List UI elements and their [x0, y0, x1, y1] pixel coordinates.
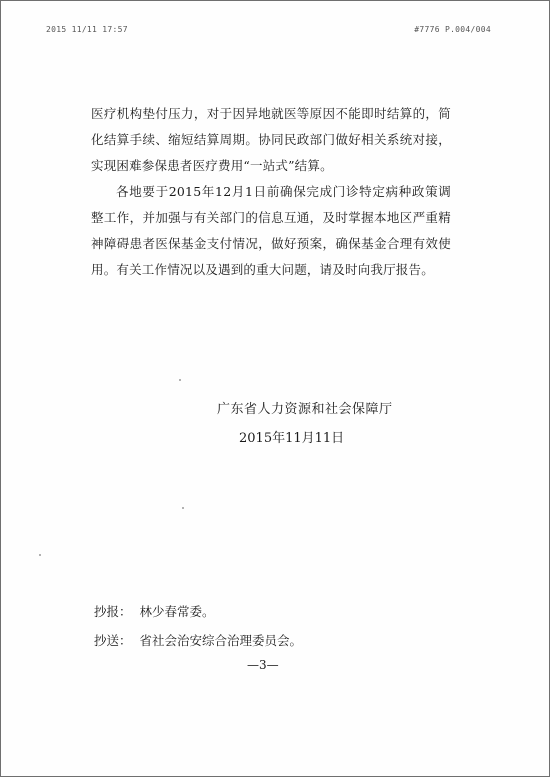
body-paragraph-2: 各地要于2015年12月1日前确保完成门诊特定病种政策调整工作，并加强与有关部门的信息互通，及时掌握本地区严重精神障碍患者医保基金支付情况，做好预案，确保基金合理有效使用。有关工作情况以及遇到的重大问题，请及时向我厅报告。 [91, 184, 451, 277]
scan-speck [182, 507, 184, 509]
scan-speck [179, 379, 181, 381]
copy-to-value: 省社会治安综合治理委员会。 [139, 633, 303, 648]
report-to-line [94, 602, 215, 620]
issuing-authority: 广东省人力资源和社会保障厅 [217, 402, 393, 417]
fax-page-info: #7776 P.004/004 [414, 25, 491, 34]
page-number: —3— [247, 658, 279, 672]
body-paragraph-1: 医疗机构垫付压力，对于因异地就医等原因不能即时结算的，简化结算手续、缩短结算周期。协同民政部门做好相关系统对接，实现困难参保患者医疗费用“一站式”结算。 [91, 106, 451, 173]
fax-header [46, 25, 491, 39]
issue-date: 2015年11月11日 [239, 431, 345, 446]
copy-to-line [94, 631, 302, 649]
report-to-label: 抄报： [94, 604, 132, 619]
scan-speck [39, 554, 41, 556]
fax-timestamp: 2015 11/11 17:57 [46, 25, 128, 34]
report-to-value: 林少春常委。 [139, 604, 215, 619]
copy-to-label: 抄送： [94, 633, 132, 648]
